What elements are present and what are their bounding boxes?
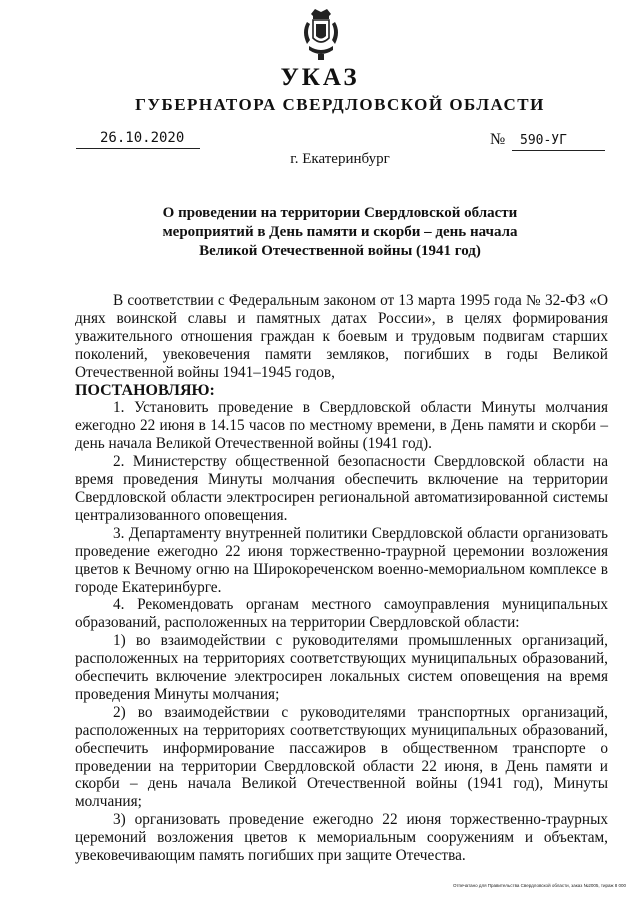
- title-line: мероприятий в День памяти и скорби – день начала: [162, 224, 518, 240]
- decree-word: ПОСТАНОВЛЯЮ:: [75, 381, 215, 399]
- document-title: [150, 204, 530, 261]
- issuer-title: ГУБЕРНАТОРА СВЕРДЛОВСКОЙ ОБЛАСТИ: [135, 95, 545, 114]
- document-body: [75, 292, 608, 865]
- clause-1: 1. Установить проведение в Свердловской области Минуты молчания ежегодно 22 июня в 14.15 часов по местному времени, в День памяти и скорби – день начала Великой Отечественной войны (1941 год).: [75, 399, 608, 453]
- preamble: В соответствии с Федеральным законом от 13 марта 1995 года № 32-ФЗ «О днях воинской славы и памятных датах России», в целях формирования уважительного отношения граждан к боевым и трудовым подвигам старших поколений, увековечения памяти земляков, погибших в годы Великой Отечественной войны 1941–1945 годов,: [75, 292, 608, 381]
- clause-4-3: 3) организовать проведение ежегодно 22 июня торжественно-траурных церемоний возложения цветов к мемориальным сооружениям и объектам, увековечивающим память погибших при защите Отечества.: [75, 811, 608, 865]
- coat-of-arms-icon: [299, 8, 343, 62]
- clause-4-1: 1) во взаимодействии с руководителями промышленных организаций, расположенных на территориях соответствующих муниципальных образований, обеспечить включение электросирен локальных систем оповещения на время проведения Минуты молчания;: [75, 632, 608, 703]
- clause-3: 3. Департаменту внутренней политики Свердловской области организовать проведение ежегодно 22 июня торжественно-траурной церемонии возложения цветов к Вечному огню на Широкореченском военно-мемориальном комплексе в городе Екатеринбурге.: [75, 524, 608, 596]
- city: г. Екатеринбург: [290, 151, 390, 167]
- clause-4: 4. Рекомендовать органам местного самоуправления муниципальных образований, расположенных на территории Свердловской области:: [75, 596, 608, 632]
- document-type-title: УКАЗ: [280, 64, 360, 91]
- clause-4-2: 2) во взаимодействии с руководителями транспортных организаций, расположенных на территориях соответствующих муниципальных образований, обеспечить информирование пассажиров в общественном транспорте о проведении на территории Свердловской области 22 июня, в День памяти и скорби – день начала Великой Отечественной войны (1941 год), Минуты молчания;: [75, 703, 608, 811]
- title-line: О проведении на территории Свердловской области: [162, 205, 518, 221]
- date-underline: [76, 148, 200, 149]
- document-date: 26.10.2020: [100, 130, 185, 146]
- print-note: Отпечатано для Правительства Свердловской области, заказ №2005, тираж 8 000: [452, 883, 626, 888]
- number-sign: №: [490, 131, 506, 148]
- clause-2: 2. Министерству общественной безопасности Свердловской области на время проведения Минуты молчания обеспечить включение на территории Свердловской области электросирен региональной автоматизированной системы централизованного оповещения.: [75, 453, 608, 524]
- title-line: Великой Отечественной войны (1941 год): [199, 243, 481, 259]
- document-number: 590-УГ: [520, 133, 567, 148]
